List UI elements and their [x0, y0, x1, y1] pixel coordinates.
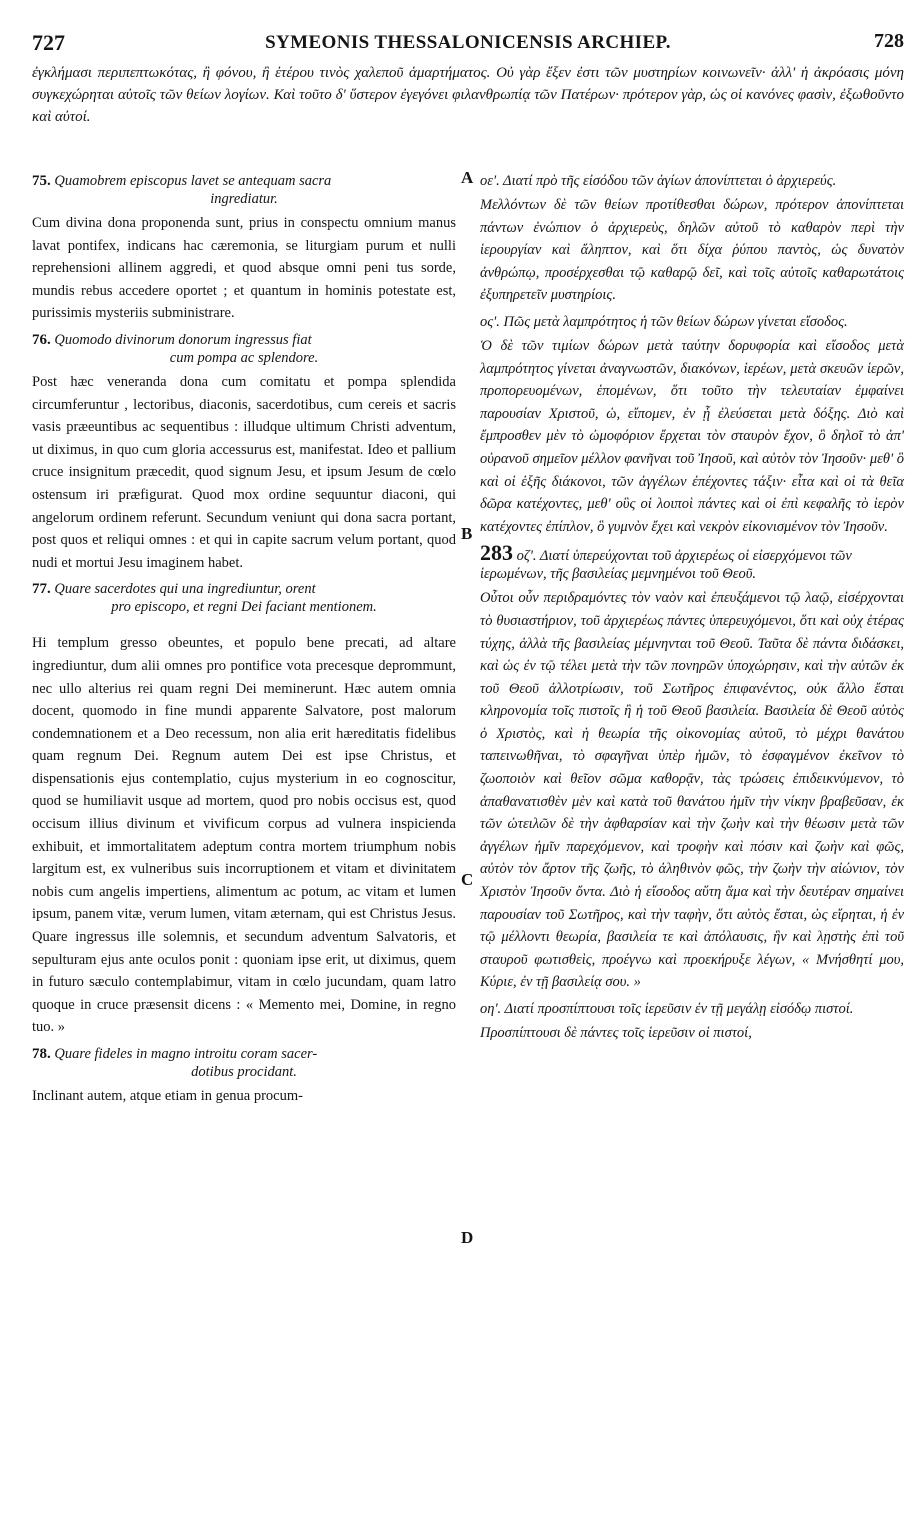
section-77-heading: Quare sacerdotes qui una ingrediuntur, orent: [54, 581, 316, 598]
section-76-heading-cont: cum pompa ac splendore.: [169, 349, 319, 366]
page-header: [32, 30, 904, 60]
greek-section-78-body: Προσπίπτουσι δὲ πάντες τοῖς ἱερεῦσιν οἱ πιστοί,: [480, 1025, 752, 1041]
margin-letter-b: B: [461, 524, 473, 543]
section-76-body: Post hæc veneranda dona cum comitatu et pompa splendida circumferuntur , lectoribus, diaconis, sacerdotibus, cum cereis et sacris vasis præeuntibus ac sequentibus : illudque ultimum Christi adventum, ut diximus, in quo cum gloria accessurus est, manifestat. Ideo et pallium cruce insignitum præcedit, quod signum Jesu, et ipsum Jesum de cœlo ostensum iri præfigurat. Quod mox ordine sequuntur diaconi, qui angelorum ordinem referunt. Secundum veniunt qui dona sacra portant, post quos et reliqui omnes : et qui in capite sacrum velum portant, quod nudi et mortui Jesu imaginem habet.: [32, 373, 456, 571]
greek-continuation-text: ἐγκλήμασι περιπεπτωκότας, ἢ φόνου, ἢ ἑτέρου τινὸς χαλεποῦ ἁμαρτήματος. Οὐ γὰρ ἔξεν ἐστι τῶν μυστηρίων κοινωνεῖν· ἀλλ' ἡ ἀκρόασις μόνη συγκεχώρηται αὐτοῖς τῶν θείων λογίων. Καὶ τοῦτο δ' ὕστερον ἐγεγόνει φιλανθρωπίᾳ τῶν Πατέρων· πρότερον γὰρ, ὡς οἱ κανόνες φασὶν, ἐξωθοῦντο καὶ αὐτοί.: [32, 65, 904, 125]
section-76-number: 76.: [32, 331, 51, 348]
section-76-title: [32, 331, 456, 367]
greek-section-77-title: [480, 540, 904, 583]
latin-column: [32, 172, 456, 1114]
section-78-body: Inclinant autem, atque etiam in genua procum-: [32, 1088, 303, 1104]
margin-letter-d: D: [461, 1228, 474, 1247]
greek-section-75-body: Μελλόντων δὲ τῶν θείων προτίθεσθαι δώρων, πρότερον ἀπονίπτεται πάντων ἐνώπιον ὁ ἀρχιερεὺς, δηλῶν αὐτοῦ τὸ καθαρὸν περὶ τὴν ἱερουργίαν καὶ ἄληπτον, καὶ ὅτι δίχα ῥύπου παντὸς, ὡς δυνατὸν ἀνθρώπῳ, προσέρχεσθαι τῷ καθαρῷ δεῖ, καὶ τοῖς αὐτοῖς καθαρωτάτοις ἐξυπηρετεῖν μυστηρίοις.: [480, 197, 904, 304]
section-77-body: Hi templum gresso obeuntes, et populo bene precati, ad altare ingrediuntur, dum alii omnes pro pontifice vota precesque deprommunt, nec ullo alterius rei quam regni Dei meminerunt. Hæc autem omnia docent, quomodo in fine mundi apparente Salvatore, post malorum condemnationem et a Deo recessum, non alia erit hæreditatis fidelibus quam regnum Dei. Regnum autem Dei est ipse Christus, et dispensationis ejus contemplatio, cujus mysterium in eo cognoscitur, quod se humiliavit usque ad mortem, quod pro nobis occisus est, quod occisum illius divinum et vivificum corpus ad vulnera inspicienda exhibuit, et immortalitatem adeptum contra mortem triumphum nobis largitum est, ex vulneribus suis incorruptionem et vitam et divinitatem nobis cum angelis impertiens, alimentum ac potum, ac vitam et lumen ipsum, panem vitæ, verum lumen, vitam æternam, qui est Christus Jesus. Quare ingressus ille solemnis, et secundum adventum Salvatoris, et sepulturam ejus ante oculos ponit : quoniam ipse erit, ut diximus, quem in futuro sæculo contemplabimur, vitam in cœlo jucundam, quam latro quoque in cruce præsensit dicens : « Memento mei, Domine, in regno tuo. »: [32, 635, 456, 1036]
running-title: SYMEONIS THESSALONICENSIS ARCHIEP.: [265, 32, 671, 53]
section-77-heading-cont: pro episcopo, et regni Dei faciant mentionem.: [111, 599, 377, 616]
greek-section-76-title: ος'. Πῶς μετὰ λαμπρότητος ἡ τῶν θείων δώρων γίνεται εἴσοδος.: [480, 313, 848, 330]
margin-letter-a: A: [461, 168, 474, 187]
section-75-number: 75.: [32, 173, 51, 189]
greek-section-75-title: οε'. Διατί πρὸ τῆς εἰσόδου τῶν ἁγίων ἀπονίπτεται ὁ ἀρχιερεύς.: [480, 173, 837, 189]
section-77-number: 77.: [32, 581, 51, 598]
greek-section-76-body: Ὁ δὲ τῶν τιμίων δώρων μετὰ ταύτην δορυφορία καὶ εἴσοδος μετὰ λαμπρότητος γίνεται ἀναγνωστῶν, διακόνων, ἱερέων, μετὰ σκευῶν ἱερῶν, προπορευομένων, ἑπομένων, ὅτι τοῦτο τὴν τελευταίαν ἐμφαίνει παρουσίαν Χριστοῦ, ὡ, εἴπομεν, ἐν ᾗ ἐλεύσεται μετὰ δόξης. Διὸ καὶ ἔμπροσθεν μὲν τὸ ὠμοφόριον ἔρχεται τὸν σταυρὸν ἔχον, ὃ δηλοῖ τὸ ἀπ' οὐρανοῦ σημεῖον μέλλον φανῆναι τοῦ Ἰησοῦ, καὶ αὐτὸν τὸν Ἰησοῦν· μεθ' ὃ καὶ οἱ ἑξῆς διάκονοι, τῶν ἀγγέλων ἐπέχοντες τάξιν· εἶτα καὶ οἱ τὰ θεῖα δῶρα κατέχοντες, μεθ' οὓς οἱ λοιποὶ πάντες καὶ οἱ ἐπὶ κεφαλῆς τὸ ἱερὸν κατέχοντες ἐπίπλον, ὃ γυμνὸν ἔχει καὶ νεκρὸν εἰκονισμένον τὸν Ἰησοῦν.: [480, 337, 904, 535]
greek-section-78-title: οη'. Διατί προσπίπτουσι τοῖς ἱερεῦσιν ἐν τῇ μεγάλῃ εἰσόδῳ πιστοί.: [480, 1001, 854, 1017]
section-75-heading: Quamobrem episcopus lavet se antequam sacra: [54, 173, 332, 189]
section-75-body: Cum divina dona proponenda sunt, prius in conspectu omnium manus lavat pontifex, indicans hac cæremonia, se liturgiam purum et nulli reprehensioni allinem aggredi, et quod absque omni peni tus sorde, mundis rebus accedere oportet ; et quantum in hominis potestate est, purissimis mysteriis subministrare.: [32, 215, 456, 322]
page-number-left: 727: [32, 30, 65, 55]
section-78-heading-cont: dotibus procidant.: [191, 1064, 297, 1080]
greek-section-77-heading: οζ'. Διατί ὑπερεύχονται τοῦ ἀρχιερέως οἱ εἰσερχόμενοι τῶν ἱερωμένων, τῆς βασιλείας μεμνημένοι τοῦ Θεοῦ.: [480, 548, 852, 583]
section-76-heading: Quomodo divinorum donorum ingressus fiat: [54, 331, 312, 348]
column-number: 283: [480, 540, 513, 566]
section-78-heading: Quare fideles in magno introitu coram sacer-: [54, 1046, 318, 1062]
section-78-number: 78.: [32, 1046, 51, 1062]
margin-letter-c: C: [461, 870, 474, 889]
section-75-heading-cont: ingrediatur.: [210, 191, 278, 207]
section-78-title: [32, 1045, 456, 1081]
page-number-right: 728: [874, 30, 904, 52]
section-77-title: [32, 580, 456, 616]
greek-column: [480, 172, 904, 1051]
greek-section-77-body: Οὗτοι οὖν περιδραμόντες τὸν ναὸν καὶ ἐπευξάμενοι τῷ λαῷ, εἰσέρχονται τὸ θυσιαστήριον, τοῦ ἀρχιερέως πάντες ὑπερευχόμενοι, ὅτι καὶ οὐχ ἑτέρας τύχης, ἀλλὰ τῆς βασιλείας μέμνηνται τοῦ Θεοῦ. Ταῦτα δὲ πάντα διδάσκει, καὶ ὡς ἐν τῷ τέλει μετὰ τὴν τῶν πονηρῶν ὑποχώρησιν, καὶ τὴν αὐτῶν ἐκ τοῦ Θεοῦ ἀλλοτρίωσιν, τοῦ Σωτῆρος ἐπιφανέντος, οὐκ ἄλλο ἔσται κληρονομία τοῖς πιστοῖς ἢ ἡ τοῦ Θεοῦ βασιλεία. Βασιλεία δὲ Θεοῦ αὐτὸς ὁ Χριστὸς, καὶ ἡ θεωρία τῆς οἰκονομίας αὐτοῦ, τὸ μέχρι θανάτου ταπεινωθῆναι, τὸ σφαγῆναι ὑπὲρ ἡμῶν, τὸ ἐσφαγμένον ἐκεῖνον τὸ ζωοποιὸν καὶ θεῖον σῶμα καθορᾷν, τὰς τρώσεις ἐπιδεικνύμενον, τὸ ἀπαθανατισθὲν μὲν καὶ κατὰ τοῦ θανάτου ἡμῖν τὴν νίκην βραβεῦσαν, ἐκ τῶν ὠτειλῶν δὲ τὴν ἀφθαρσίαν καὶ τὴν ζωὴν καὶ τὴν θέωσιν μετὰ τῶν ἀγγέλων ἡμῖν παρεχόμενον, καὶ τροφὴν καὶ πόσιν καὶ ζωὴν καὶ φῶς, αὐτὸν τὸν ἄρτον τῆς ζωῆς, τὸ ἀληθινὸν φῶς, τὴν ζωὴν τὴν αἰώνιον, τὸν Χριστὸν Ἰησοῦν ὄντα. Διὸ ἡ εἴσοδος αὕτη ἅμα καὶ τὴν δευτέραν σημαίνει παρουσίαν τοῦ Σωτῆρος, καὶ τὴν ταφὴν, ὅτι αὐτὸς ἔσται, ὡς εἴρηται, ἡ ἐν τῷ μέλλοντι θεωρία, βασιλεία τε καὶ ἀπόλαυσις, ἣν καὶ λῃστὴς ἐπὶ τοῦ σταυροῦ φωτισθεὶς, προέγνω καὶ προεκήρυξε λέγων, « Μνήσθητί μου, Κύριε, ἐν τῇ βασιλείᾳ σου. »: [480, 590, 904, 991]
section-75-title: [32, 172, 456, 208]
